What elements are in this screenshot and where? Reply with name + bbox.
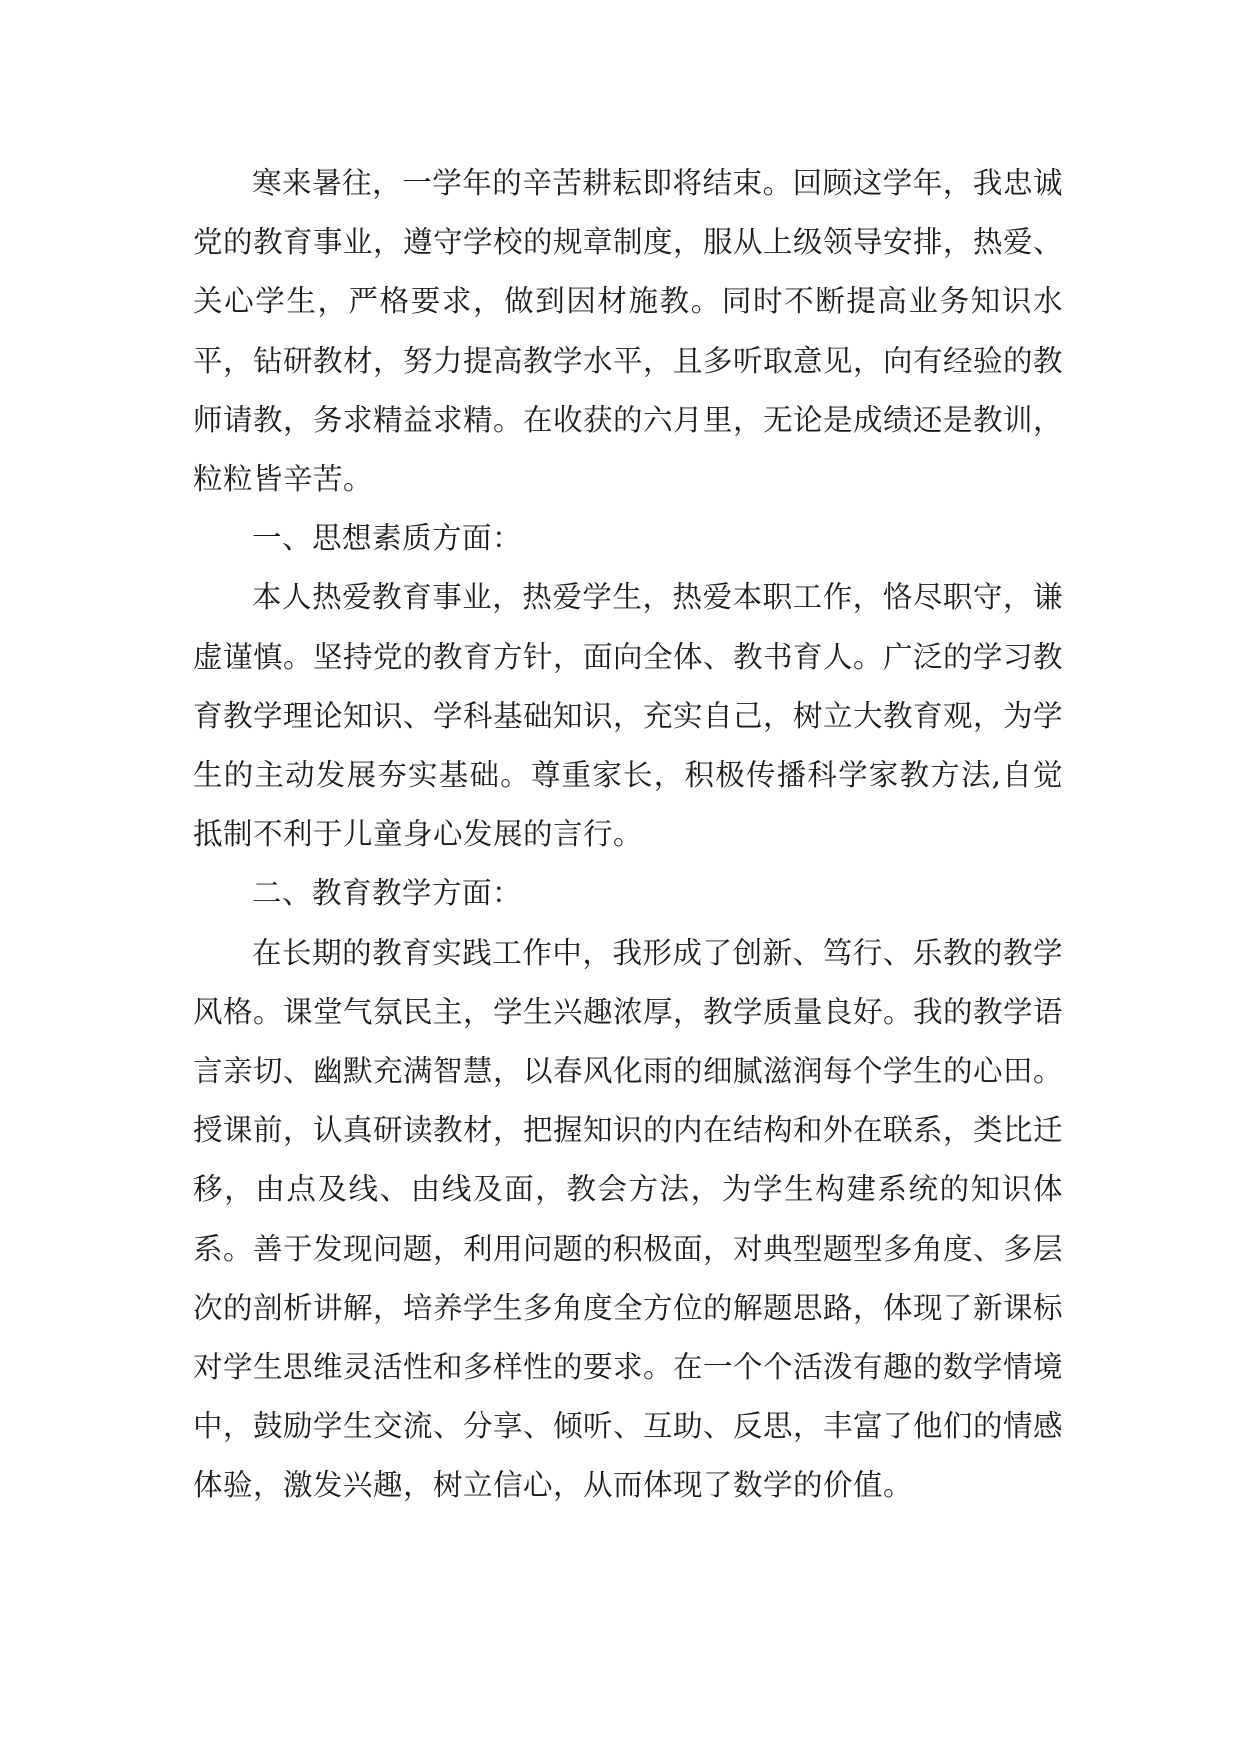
paragraph-teaching: 在长期的教育实践工作中，我形成了创新、笃行、乐教的教学风格。课堂气氛民主，学生兴趣浓厚，教学质量良好。我的教学语言亲切、幽默充满智慧，以春风化雨的细腻滋润每个学生的心田。授课前，认真研读教材，把握知识的内在结构和外在联系，类比迁移，由点及线、由线及面，教会方法，为学生构建系统的知识体系。善于发现问题，利用问题的积极面，对典型题型多角度、多层次的剖析讲解，培养学生多角度全方位的解题思路，体现了新课标对学生思维灵活性和多样性的要求。在一个个活泼有趣的数学情境中，鼓励学生交流、分享、倾听、互助、反思，丰富了他们的情感体验，激发兴趣，树立信心，从而体现了数学的价值。 [193,935,1064,1503]
section-heading-teaching: 二、教育教学方面： [252,876,523,911]
document-body [193,154,1063,1516]
section-heading-ideology: 一、思想素质方面： [252,521,523,556]
paragraph-ideology: 本人热爱教育事业，热爱学生，热爱本职工作，恪尽职守，谦虚谨慎。坚持党的教育方针，面向全体、教书育人。广泛的学习教育教学理论知识、学科基础知识，充实自己，树立大教育观，为学生的主动发展夯实基础。尊重家长，积极传播科学家教方法,自觉抵制不利于儿童身心发展的言行。 [193,580,1064,852]
paragraph-intro: 寒来暑往，一学年的辛苦耕耘即将结束。回顾这学年，我忠诚党的教育事业，遵守学校的规章制度，服从上级领导安排，热爱、关心学生，严格要求，做到因材施教。同时不断提高业务知识水平，钻研教材，努力提高教学水平，且多听取意见，向有经验的教师请教，务求精益求精。在收获的六月里，无论是成绩还是教训，粒粒皆辛苦。 [193,166,1064,497]
